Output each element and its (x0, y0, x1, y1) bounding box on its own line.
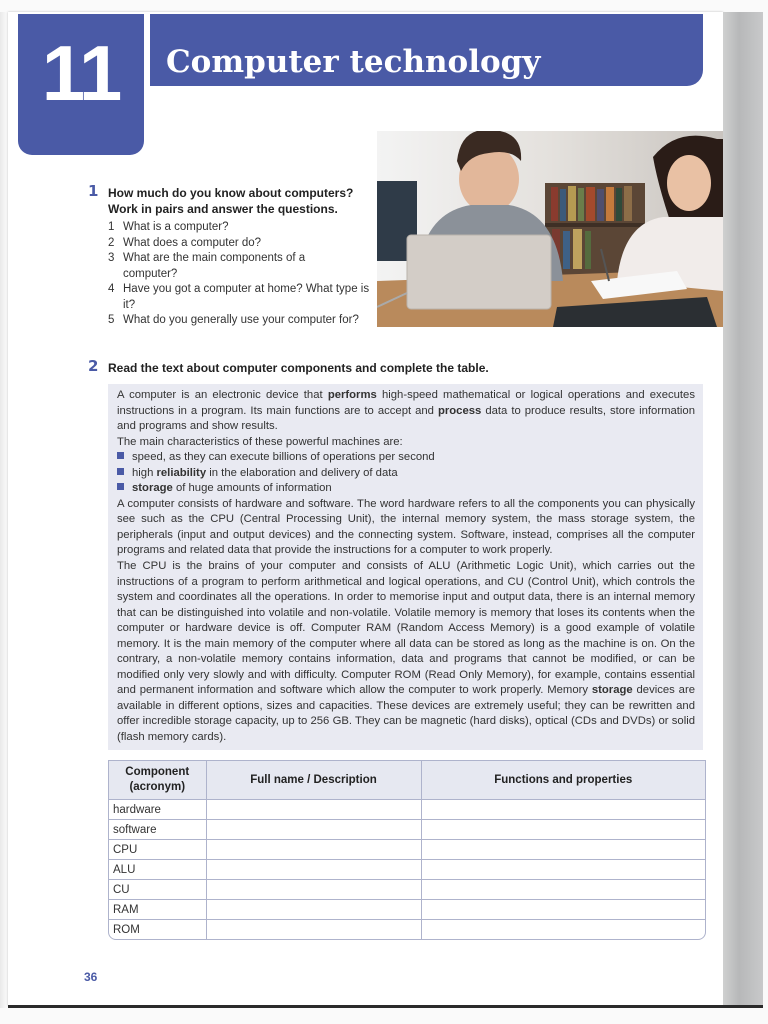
reading-paragraph-4: The CPU is the brains of your computer and consists of ALU (Arithmetic Logic Unit), which carries out the instructions of a program to perform arithmetical and logical operations, and CU (Control Unit), which controls the system and coordinates all the operations. In order to memorise input and output data, there is an internal memory that can be distinguished into volatile and non-volatile. Volatile memory is memory that loses its contents when the computer or hardware device is off. Computer RAM (Random Access Memory) is a good example of volatile memory. It is the main memory of the computer where all data can be stored as long as the machine is on. On the contrary, a non-volatile memory contains information, data and programs that cannot be modified, or can be modified only very slowly and with difficulty. Computer ROM (Read Only Memory), for example, contains essential and permanent information and software which allow the computer to work properly. Memory storage devices are available in different options, sizes and capacities. These devices are extremely useful; they can be rewritten and offer incredible storage capacity, up to 256 GB. They can be magnetic (hard disks), optical (CDs and DVDs) or solid (flash memory cards). (117, 560, 695, 744)
table-row: CU (109, 880, 705, 900)
square-bullet-icon (117, 468, 124, 475)
page-gutter-shadow (723, 12, 763, 1006)
fill-in-cell[interactable] (206, 880, 421, 900)
reading-text (117, 388, 695, 746)
page-number: 36 (84, 970, 98, 984)
exercise-1-heading-line1: How much do you know about computers? (108, 186, 354, 200)
table-row: ROM (109, 920, 705, 940)
bullet-item: speed, as they can execute billions of operations per second (117, 450, 695, 466)
list-item: 5 What do you generally use your computer for? (108, 314, 359, 326)
fill-in-cell[interactable] (421, 900, 705, 920)
question-list (108, 220, 373, 329)
exercise-2-number: 2 (88, 357, 99, 375)
fill-in-cell[interactable] (206, 860, 421, 880)
square-bullet-icon (117, 452, 124, 459)
exercise-2-heading: Read the text about computer components and complete the table. (108, 361, 489, 375)
exercise-1-heading-line2: Work in pairs and answer the questions. (108, 202, 338, 216)
fill-in-cell[interactable] (421, 820, 705, 840)
square-bullet-icon (117, 483, 124, 490)
table-row: RAM (109, 900, 705, 920)
students-with-laptop-photo (377, 131, 723, 327)
chapter-number-box (18, 14, 144, 155)
table-row: hardware (109, 800, 705, 820)
fill-in-cell[interactable] (421, 860, 705, 880)
chapter-title: Computer technology (166, 44, 541, 80)
list-item: 3 What are the main components of a computer? (108, 252, 306, 280)
table-row: CPU (109, 840, 705, 860)
chapter-number: 11 (41, 29, 121, 117)
header-functions: Functions and properties (421, 761, 705, 800)
fill-in-cell[interactable] (206, 800, 421, 820)
reading-paragraph-3: A computer consists of hardware and software. The word hardware refers to all the components you can physically see such as the CPU (Central Processing Unit), the internal memory system, the mass storage system, the peripherals (input and output devices) and the connecting system. Software, instead, comprises all the computer programs and related data that provide the instructions for a computer to work properly. (117, 497, 695, 557)
list-item: 1 What is a computer? (108, 221, 229, 233)
chapter-title-bar (150, 14, 703, 86)
fill-in-cell[interactable] (206, 820, 421, 840)
fill-in-cell[interactable] (421, 880, 705, 900)
table-row: ALU (109, 860, 705, 880)
fill-in-cell[interactable] (421, 840, 705, 860)
fill-in-cell[interactable] (206, 900, 421, 920)
list-item: 4 Have you got a computer at home? What type is it? (108, 283, 370, 311)
reading-paragraph-2: The main characteristics of these powerful machines are: (117, 435, 403, 448)
components-table (108, 760, 706, 940)
list-item: 2 What does a computer do? (108, 236, 262, 249)
fill-in-cell[interactable] (206, 840, 421, 860)
bullet-item: high reliability in the elaboration and delivery of data (117, 466, 695, 482)
table-row: software (109, 820, 705, 840)
header-component: Component (acronym) (109, 761, 206, 800)
bullet-item: storage of huge amounts of information (117, 481, 695, 497)
fill-in-cell[interactable] (421, 920, 705, 940)
table-header-row (109, 761, 705, 800)
header-full-name: Full name / Description (206, 761, 421, 800)
fill-in-cell[interactable] (206, 920, 421, 940)
reading-paragraph-1: A computer is an electronic device that performs high-speed mathematical or logical operations and executes instructions in a program. Its main functions are to accept and process data to produce results, store information and programs and show results. (117, 389, 695, 433)
fill-in-cell[interactable] (421, 800, 705, 820)
exercise-1-number: 1 (88, 182, 99, 200)
page-bottom-edge (8, 1005, 763, 1008)
